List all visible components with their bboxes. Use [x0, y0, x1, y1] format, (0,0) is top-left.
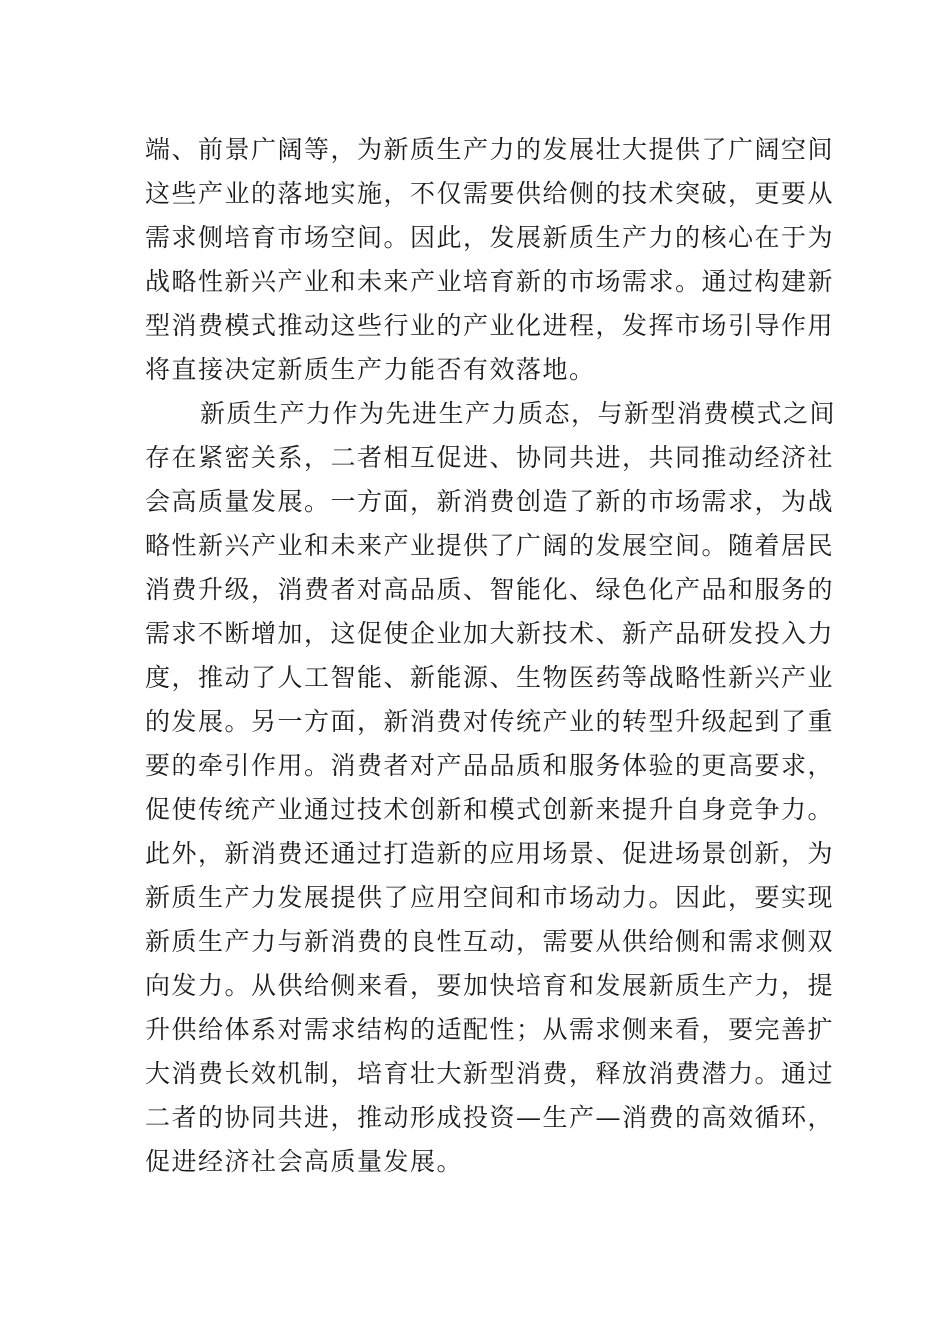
- paragraph-2-line-13: 新质生产力与新消费的良性互动，需要从供给侧和需求侧双: [145, 927, 835, 956]
- paragraph-2-line-4: 略性新兴产业和未来产业提供了广阔的发展空间。随着居民: [145, 531, 835, 560]
- paragraph-2-line-18: 促进经济社会高质量发展。: [145, 1147, 464, 1176]
- paragraph-1-line-2: 这些产业的落地实施，不仅需要供给侧的技术突破，更要从: [145, 179, 835, 208]
- paragraph-2-line-16: 大消费长效机制，培育壮大新型消费，释放消费潜力。通过: [145, 1059, 835, 1088]
- paragraph-2-line-14: 向发力。从供给侧来看，要加快培育和发展新质生产力，提: [145, 971, 835, 1000]
- paragraph-1-line-6: 将直接决定新质生产力能否有效落地。: [145, 355, 596, 384]
- paragraph-2-line-3: 会高质量发展。一方面，新消费创造了新的市场需求，为战: [145, 487, 835, 516]
- paragraph-1-line-4: 战略性新兴产业和未来产业培育新的市场需求。通过构建新: [145, 267, 835, 296]
- paragraph-1-line-3: 需求侧培育市场空间。因此，发展新质生产力的核心在于为: [145, 223, 835, 252]
- paragraph-2-line-8: 的发展。另一方面，新消费对传统产业的转型升级起到了重: [145, 707, 835, 736]
- paragraph-2-line-6: 需求不断增加，这促使企业加大新技术、新产品研发投入力: [145, 619, 835, 648]
- paragraph-2-line-15: 升供给体系对需求结构的适配性；从需求侧来看，要完善扩: [145, 1015, 835, 1044]
- paragraph-2-line-2: 存在紧密关系，二者相互促进、协同共进，共同推动经济社: [145, 443, 835, 472]
- paragraph-2-line-7: 度，推动了人工智能、新能源、生物医药等战略性新兴产业: [145, 663, 835, 692]
- paragraph-2-line-11: 此外，新消费还通过打造新的应用场景、促进场景创新，为: [145, 839, 835, 868]
- paragraph-1-line-5: 型消费模式推动这些行业的产业化进程，发挥市场引导作用: [145, 311, 835, 340]
- paragraph-2-line-5: 消费升级，消费者对高品质、智能化、绿色化产品和服务的: [145, 575, 835, 604]
- paragraph-2-line-1: 新质生产力作为先进生产力质态，与新型消费模式之间: [200, 399, 837, 428]
- paragraph-2-line-9: 要的牵引作用。消费者对产品品质和服务体验的更高要求，: [145, 751, 835, 780]
- paragraph-2-line-17: 二者的协同共进，推动形成投资—生产—消费的高效循环，: [145, 1103, 835, 1132]
- paragraph-2-line-12: 新质生产力发展提供了应用空间和市场动力。因此，要实现: [145, 883, 835, 912]
- paragraph-1-line-1: 端、前景广阔等，为新质生产力的发展壮大提供了广阔空间: [145, 135, 835, 164]
- paragraph-2-line-10: 促使传统产业通过技术创新和模式创新来提升自身竞争力。: [145, 795, 835, 824]
